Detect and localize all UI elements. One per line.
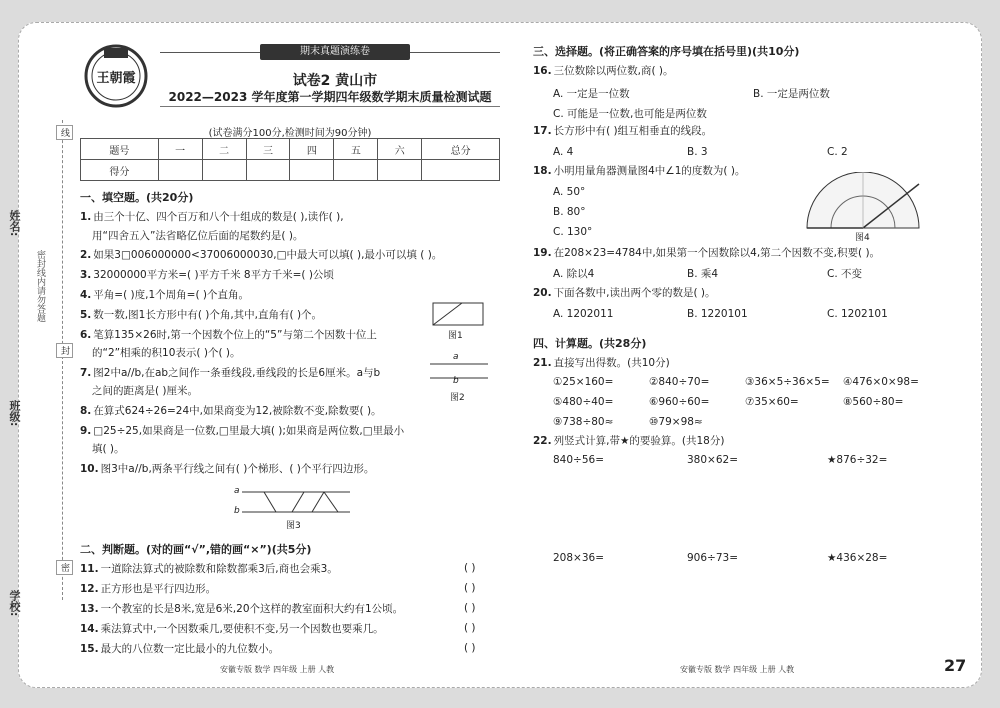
figure-3-trapezoids <box>242 488 352 516</box>
question-18: 18. 小明用量角器测量图4中∠1的度数为( )。 <box>533 165 746 177</box>
seal-note: 密封线内请勿答题 <box>35 250 45 322</box>
answer-paren-13[interactable]: ( ) <box>464 602 476 614</box>
score-label: 得分 <box>81 160 159 181</box>
calc-3: ③36×5÷36×5= <box>745 376 830 388</box>
question-17: 17. 长方形中有( )组互相垂直的线段。 <box>533 125 713 137</box>
seal-char-2: 封 <box>56 343 73 358</box>
question-14: 14. 乘法算式中,一个因数乘几,要使积不变,另一个因数也要乘几。 <box>80 623 384 635</box>
class-label: 班级: <box>8 400 21 427</box>
question-10: 10. 图3中a//b,两条平行线之间有( )个梯形、( )个平行四边形。 <box>80 463 375 475</box>
option-20c[interactable]: C. 1202101 <box>827 308 888 320</box>
calc-4: ④476×0×98= <box>843 376 919 388</box>
question-2: 2. 如果3□006000000<37006000030,□中最大可以填( ),最小可以填 ( )。 <box>80 249 443 261</box>
option-16b[interactable]: B. 一定是两位数 <box>753 88 830 100</box>
score-input[interactable] <box>158 160 202 181</box>
figure-4-protractor <box>803 172 923 230</box>
figure-3-label-a: a <box>234 486 240 496</box>
vertical-calc-2: 380×62= <box>687 454 738 466</box>
title-rule <box>160 106 500 107</box>
figure-3-label-b: b <box>234 506 240 516</box>
section-4-title: 四、计算题。(共28分) <box>533 337 647 350</box>
score-input[interactable] <box>246 160 290 181</box>
question-1-line2: 用“四舍五入”法省略亿位后面的尾数约是( )。 <box>92 230 304 242</box>
score-cell: 总分 <box>422 139 500 160</box>
question-6-line2: 的“2”相乘的积10表示( )个( )。 <box>92 347 241 359</box>
name-label: 姓名: <box>8 210 21 237</box>
figure-2-label-b: b <box>453 376 459 386</box>
score-table <box>80 138 500 181</box>
section-3-title: 三、选择题。(将正确答案的序号填在括号里)(共10分) <box>533 45 800 58</box>
option-17c[interactable]: C. 2 <box>827 146 848 158</box>
question-21: 21. 直接写出得数。(共10分) <box>533 357 670 369</box>
question-9-line2: 填( )。 <box>92 443 125 455</box>
section-1-title: 一、填空题。(共20分) <box>80 191 194 204</box>
option-17a[interactable]: A. 4 <box>553 146 574 158</box>
figure-2-parallel-lines <box>430 362 490 382</box>
answer-paren-11[interactable]: ( ) <box>464 562 476 574</box>
option-19a[interactable]: A. 除以4 <box>553 268 595 280</box>
score-cell: 一 <box>158 139 202 160</box>
vertical-calc-5: 906÷73= <box>687 552 738 564</box>
figure-4-caption: 图4 <box>855 233 870 243</box>
footer-right: 安徽专版 数学 四年级 上册 人教 <box>680 665 795 674</box>
paper-subtitle: 2022—2023 学年度第一学期四年级数学期末质量检测试题 <box>168 90 492 104</box>
score-input-row <box>81 160 500 181</box>
question-20: 20. 下面各数中,读出两个零的数是( )。 <box>533 287 716 299</box>
vertical-calc-6: ★436×28= <box>827 552 888 564</box>
option-18b[interactable]: B. 80° <box>553 206 586 218</box>
exam-info: (试卷满分100分,检测时间为90分钟) <box>208 128 372 139</box>
question-19: 19. 在208×23=4784中,如果第一个因数除以4,第二个因数不变,积要( )。 <box>533 247 881 259</box>
option-19c[interactable]: C. 不变 <box>827 268 863 280</box>
option-17b[interactable]: B. 3 <box>687 146 708 158</box>
answer-paren-15[interactable]: ( ) <box>464 642 476 654</box>
calc-10: ⑩79×98≈ <box>649 416 703 428</box>
page-number: 27 <box>944 656 967 675</box>
header-tag: 期末真题演练卷 <box>260 44 410 60</box>
vertical-calc-1: 840÷56= <box>553 454 604 466</box>
calc-2: ②840÷70= <box>649 376 710 388</box>
question-1: 1. 由三个十亿、四个百万和八个十组成的数是( ),读作( ), <box>80 211 344 223</box>
score-input[interactable] <box>202 160 246 181</box>
option-19b[interactable]: B. 乘4 <box>687 268 719 280</box>
answer-paren-14[interactable]: ( ) <box>464 622 476 634</box>
question-16: 16. 三位数除以两位数,商( )。 <box>533 65 674 77</box>
question-3: 3. 32000000平方米=( )平方千米 8平方千米=( )公顷 <box>80 269 334 281</box>
score-cell: 六 <box>378 139 422 160</box>
question-22: 22. 列竖式计算,带★的要验算。(共18分) <box>533 435 725 447</box>
question-15: 15. 最大的八位数一定比最小的九位数小。 <box>80 643 280 655</box>
figure-3-caption: 图3 <box>286 521 301 531</box>
score-input[interactable] <box>422 160 500 181</box>
vertical-calc-3: ★876÷32= <box>827 454 888 466</box>
question-7: 7. 图2中a//b,在ab之间作一条垂线段,垂线段的长是6厘米。a与b <box>80 367 381 379</box>
paper-title: 试卷2 黄山市 <box>292 73 378 89</box>
score-input[interactable] <box>290 160 334 181</box>
answer-paren-12[interactable]: ( ) <box>464 582 476 594</box>
calc-8: ⑧560÷80= <box>843 396 904 408</box>
calc-5: ⑤480÷40= <box>553 396 614 408</box>
figure-1-rectangle <box>432 302 484 326</box>
school-label: 学校: <box>8 590 21 617</box>
option-18a[interactable]: A. 50° <box>553 186 586 198</box>
option-20a[interactable]: A. 1202011 <box>553 308 614 320</box>
option-18c[interactable]: C. 130° <box>553 226 593 238</box>
question-7-line2: 之间的距离是( )厘米。 <box>92 385 199 397</box>
figure-2-label-a: a <box>453 352 459 362</box>
score-input[interactable] <box>378 160 422 181</box>
question-11: 11. 一道除法算式的被除数和除数都乘3后,商也会乘3。 <box>80 563 338 575</box>
question-9: 9. □25÷25,如果商是一位数,□里最大填( );如果商是两位数,□里最小 <box>80 425 405 437</box>
figure-1-caption: 图1 <box>448 331 463 341</box>
question-6: 6. 笔算135×26时,第一个因数个位上的“5”与第二个因数十位上 <box>80 329 377 341</box>
score-cell: 三 <box>246 139 290 160</box>
footer-left: 安徽专版 数学 四年级 上册 人教 <box>220 665 335 674</box>
score-header-row <box>81 139 500 160</box>
option-20b[interactable]: B. 1220101 <box>687 308 748 320</box>
calc-7: ⑦35×60= <box>745 396 799 408</box>
calc-9: ⑨738÷80≈ <box>553 416 614 428</box>
calc-1: ①25×160= <box>553 376 614 388</box>
svg-text:王朝霞: 王朝霞 <box>96 71 136 86</box>
calc-6: ⑥960÷60= <box>649 396 710 408</box>
score-cell: 五 <box>334 139 378 160</box>
question-4: 4. 平角=( )度,1个周角=( )个直角。 <box>80 289 249 301</box>
seal-char-1: 线 <box>56 125 73 140</box>
vertical-calc-4: 208×36= <box>553 552 604 564</box>
question-5: 5. 数一数,图1长方形中有( )个角,其中,直角有( )个。 <box>80 309 323 321</box>
seal-char-3: 密 <box>56 560 73 575</box>
question-13: 13. 一个教室的长是8米,宽是6米,20个这样的教室面积大约有1公顷。 <box>80 603 404 615</box>
score-input[interactable] <box>334 160 378 181</box>
seal-line <box>62 120 63 600</box>
question-12: 12. 正方形也是平行四边形。 <box>80 583 217 595</box>
score-cell: 二 <box>202 139 246 160</box>
section-2-title: 二、判断题。(对的画“√”,错的画“×”)(共5分) <box>80 543 312 556</box>
option-16a[interactable]: A. 一定是一位数 <box>553 88 630 100</box>
question-8: 8. 在算式624÷26=24中,如果商变为12,被除数不变,除数要( )。 <box>80 405 382 417</box>
option-16c[interactable]: C. 可能是一位数,也可能是两位数 <box>553 108 707 120</box>
score-cell: 四 <box>290 139 334 160</box>
logo <box>80 40 152 112</box>
score-cell: 题号 <box>81 139 159 160</box>
figure-2-caption: 图2 <box>450 393 465 403</box>
